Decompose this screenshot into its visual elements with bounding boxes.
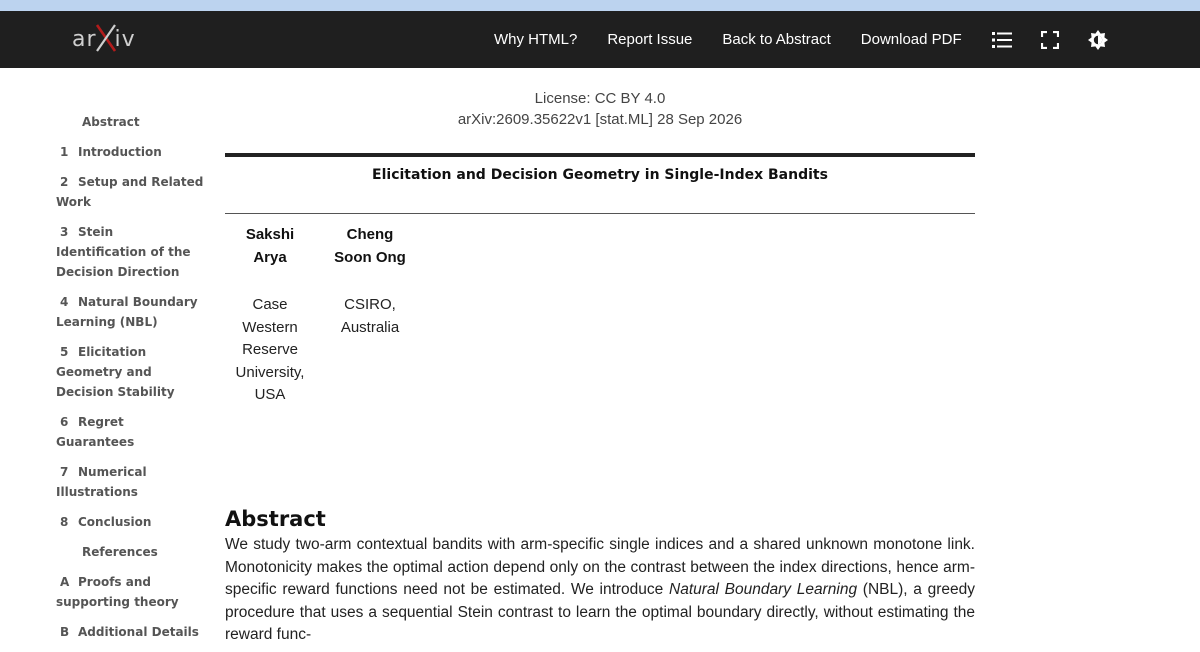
toc-item-abstract[interactable]: Abstract xyxy=(82,115,140,129)
author-name: Sakshi Arya xyxy=(245,226,295,266)
toc-item-stein-identification[interactable]: 3 Stein Identification of the Decision Direction xyxy=(56,225,191,279)
arxiv-logo[interactable]: ar iv xyxy=(72,26,136,52)
toc-item-regret-guarantees[interactable]: 6 Regret Guarantees xyxy=(56,415,135,449)
author-affiliation: CSIRO, Australia xyxy=(340,296,400,336)
toc-item-setup[interactable]: 2 Setup and Related Work xyxy=(56,175,204,209)
paper-title: Elicitation and Decision Geometry in Single-Index Bandits xyxy=(372,167,828,183)
download-pdf-link[interactable]: Download PDF xyxy=(860,31,962,48)
site-header xyxy=(0,11,1200,68)
browser-top-strip xyxy=(0,0,1200,11)
list-icon[interactable] xyxy=(992,30,1012,50)
back-to-abstract-link[interactable]: Back to Abstract xyxy=(722,31,831,48)
author-list xyxy=(225,224,975,407)
toc-item-numerical-illustrations[interactable]: 7 Numerical Illustrations xyxy=(56,465,147,499)
author-block xyxy=(325,224,415,407)
toc-item-appendix-a[interactable]: A Proofs and supporting theory xyxy=(56,575,179,609)
fullscreen-icon[interactable] xyxy=(1040,30,1060,50)
header-nav xyxy=(494,11,1136,68)
table-of-contents xyxy=(56,112,206,652)
license-line: License: CC BY 4.0 xyxy=(534,90,666,107)
author-block xyxy=(225,224,315,407)
toc-item-appendix-b[interactable]: B Additional Details xyxy=(60,625,199,639)
theme-toggle-icon[interactable] xyxy=(1088,30,1108,50)
toc-item-conclusion[interactable]: 8 Conclusion xyxy=(60,515,152,529)
toc-item-nbl[interactable]: 4 Natural Boundary Learning (NBL) xyxy=(56,295,198,329)
title-rule-top xyxy=(225,153,975,157)
toc-item-references[interactable]: References xyxy=(82,545,158,559)
arxiv-id-line: arXiv:2609.35622v1 [stat.ML] 28 Sep 2026 xyxy=(457,111,743,128)
toc-item-elicitation-geometry[interactable]: 5 Elicitation Geometry and Decision Stability xyxy=(56,345,175,399)
author-affiliation: Case Western Reserve University, USA xyxy=(235,296,305,403)
why-html-link[interactable]: Why HTML? xyxy=(494,31,578,48)
paper-content xyxy=(225,88,975,407)
abstract-heading: Abstract xyxy=(225,507,326,532)
author-name: Cheng Soon Ong xyxy=(334,226,406,266)
title-rule-bottom xyxy=(225,213,975,214)
report-issue-link[interactable]: Report Issue xyxy=(607,31,693,48)
abstract-text: We study two-arm contextual bandits with arm-specific single indices and a shared unknown monotone link. Monotonicity makes the optimal action depend only on the contrast between the index directions, hence arm-specific reward functions need not be estimated. We introduce Natural Boundary Learning (NBL), a greedy procedure that uses a sequential Stein contrast to learn the optimal boundary directly, without estimating the reward func- xyxy=(225,536,976,643)
toc-item-introduction[interactable]: 1 Introduction xyxy=(60,145,162,159)
